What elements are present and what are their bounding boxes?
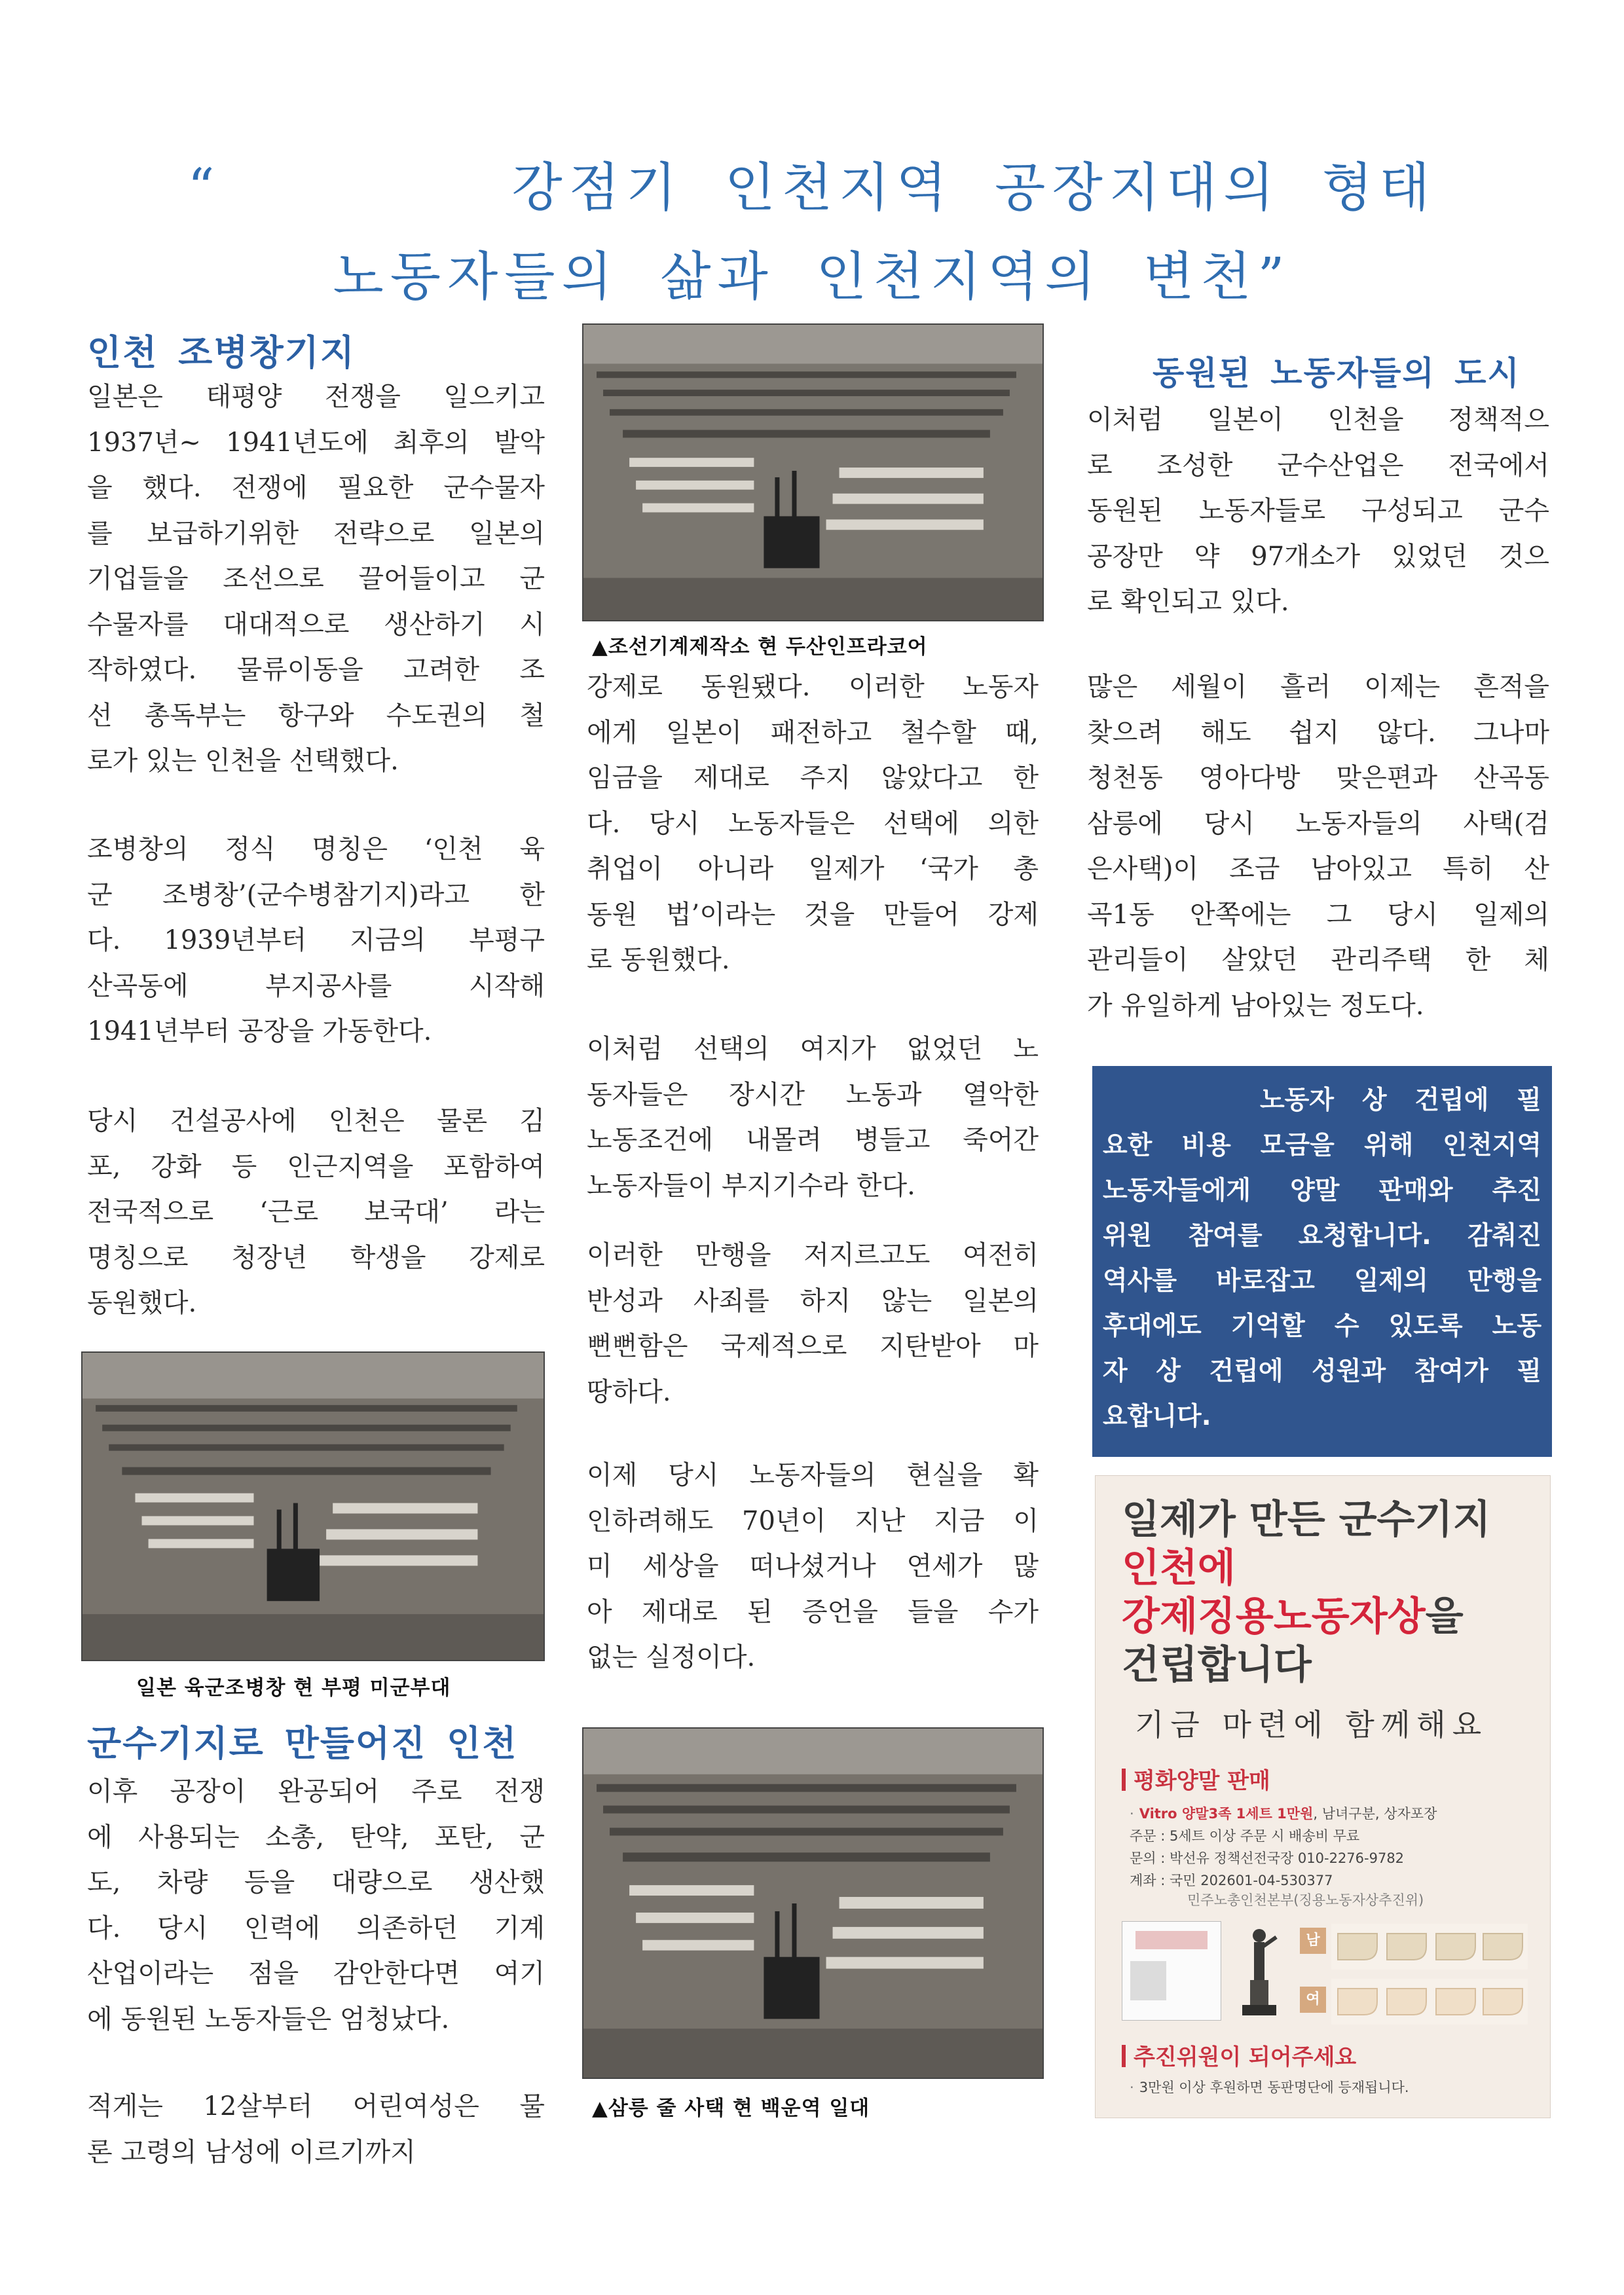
- photo-caption-doosan: ▲조선기계제작소 현 두산인프라코어: [592, 635, 928, 659]
- text-line: 노동자들이 부지기수라 한다.: [587, 1170, 915, 1201]
- col2-paragraph-2: [587, 1027, 1039, 1209]
- poster-item-contact: 문의 : 박선유 정책선전국장 010-2276-9782: [1130, 1850, 1405, 1866]
- aerial-factory-photo: [83, 1353, 544, 1660]
- text-line: 가 유일하게 남아있는 정도다.: [1087, 990, 1424, 1021]
- text-line: 이처럼 선택의 여지가 없었던 노: [587, 1034, 1039, 1064]
- text-line: 로 확인되고 있다.: [1087, 587, 1289, 617]
- poster-script-slogan: 기금 마련에 함께해요: [1135, 1707, 1488, 1742]
- text-line: 위원 참여를 요청합니다. 감춰진: [1103, 1221, 1541, 1251]
- poster-line-4: 건립합니다: [1122, 1642, 1312, 1688]
- col2-paragraph-4: [587, 1453, 1039, 1681]
- aerial-factory-photo: [583, 325, 1043, 620]
- text-line: 곡1동 안쪽에는 그 당시 일제의: [1087, 899, 1549, 930]
- col2-paragraph-3: [587, 1233, 1039, 1415]
- text-line: 반성과 사죄를 하지 않는 일본의: [587, 1285, 1039, 1316]
- sock-label-female: 여: [1306, 1991, 1320, 2008]
- col1-paragraph-1: [87, 375, 545, 784]
- text-line: 찾으려 해도 쉽지 않다. 그나마: [1087, 717, 1549, 748]
- poster-statue-figure: [1227, 1921, 1292, 2019]
- poster-footer-note: · 3만원 이상 후원하면 동판명단에 등재됩니다.: [1130, 2080, 1409, 2095]
- text-line: 작하였다. 물류이동을 고려한 조: [87, 655, 545, 685]
- text-line: 다. 1939년부터 지금의 부평구: [87, 925, 545, 955]
- text-line: 노동조건에 내몰려 병들고 죽어간: [587, 1125, 1039, 1155]
- poster-item-account: 계좌 : 국민 202601-04-530377: [1130, 1873, 1333, 1888]
- text-line: 1941년부터 공장을 가동한다.: [87, 1016, 432, 1046]
- text-line: 없는 실정이다.: [587, 1642, 756, 1672]
- poster-line-3: 강제징용노동자상을: [1122, 1594, 1464, 1640]
- heading-military-base: 군수기지로 만들어진 인천: [87, 1723, 518, 1764]
- text-line: 동자들은 장시간 노동과 열악한: [587, 1079, 1039, 1110]
- text-line: 요한 비용 모금을 위해 인천지역: [1103, 1131, 1541, 1160]
- statue-fundraising-poster: [1095, 1475, 1551, 2118]
- text-line: 를 보급하기위한 전략으로 일본의: [87, 518, 545, 549]
- photo-caption-baegun: ▲삼릉 줄 사택 현 백운역 일대: [592, 2097, 870, 2120]
- text-line: 로 조성한 군수산업은 전국에서: [1087, 450, 1549, 481]
- page-title-line-1: “ 강점기 인천지역 공장지대의 형태: [187, 157, 1437, 218]
- text-line: 이후 공장이 완공되어 주로 전쟁: [87, 1776, 545, 1807]
- text-line: 청천동 영아다방 맞은편과 산곡동: [1087, 763, 1549, 793]
- text-line: 동원된 노동자들로 구성되고 군수: [1087, 496, 1549, 526]
- text-line: 조병창의 정식 명칭은 ‘인천 육: [87, 834, 545, 864]
- text-line: 로 동원했다.: [587, 945, 730, 975]
- text-line: 을 했다. 전쟁에 필요한 군수물자: [87, 473, 545, 503]
- text-line: 임금을 제대로 주지 않았다고 한: [587, 763, 1039, 793]
- text-line: 에게 일본이 패전하고 철수할 때,: [587, 717, 1039, 748]
- text-line: 노동자들에게 양말 판매와 추진: [1103, 1176, 1541, 1205]
- text-line: 에 동원된 노동자들은 엄청났다.: [87, 2004, 450, 2034]
- text-line: 땅하다.: [587, 1376, 671, 1407]
- heading-incheon-arsenal: 인천 조병창기지: [87, 332, 356, 373]
- text-line: 많은 세월이 흘러 이제는 흔적을: [1087, 672, 1549, 702]
- text-line: 도, 차량 등을 대량으로 생산했: [87, 1867, 545, 1898]
- statue-icon: [1227, 1921, 1292, 2019]
- text-line: 전국적으로 ‘근로 보국대’ 라는: [87, 1197, 545, 1227]
- text-line: 자 상 건립에 성원과 참여가 필: [1103, 1357, 1541, 1386]
- poster-leaflet-thumbnail: [1122, 1921, 1221, 2021]
- col3-paragraph-1: [1087, 397, 1549, 625]
- poster-sock-photo-female: [1331, 1979, 1528, 2025]
- text-line: 역사를 바로잡고 일제의 만행을: [1103, 1266, 1541, 1296]
- text-line: 기업들을 조선으로 끌어들이고 군: [87, 564, 545, 594]
- photo-bupyeong-army-arsenal: [81, 1351, 545, 1661]
- poster-section-sock-sale: 평화양말 판매: [1122, 1763, 1270, 1795]
- leaflet-red-header: [1135, 1931, 1208, 1949]
- text-line: 미 세상을 떠나셨거나 연세가 많: [587, 1551, 1039, 1581]
- text-line: 산곡동에 부지공사를 시작해: [87, 970, 545, 1001]
- text-line: 취업이 아니라 일제가 ‘국가 총: [587, 854, 1039, 884]
- text-line: 이처럼 일본이 인천을 정책적으: [1087, 405, 1549, 435]
- poster-line-1: 일제가 만든 군수기지: [1122, 1497, 1491, 1543]
- socks-icon: [1331, 1979, 1528, 2025]
- text-line: 산업이라는 점을 감안한다면 여기: [87, 1958, 545, 1989]
- text-line: 로가 있는 인천을 선택했다.: [87, 746, 399, 776]
- socks-icon: [1331, 1924, 1528, 1970]
- text-line: 동원 법’이라는 것을 만들어 강제: [587, 899, 1039, 930]
- aerial-factory-photo: [583, 1729, 1043, 2078]
- col3-paragraph-2: [1087, 665, 1549, 1029]
- text-line: 후대에도 기억할 수 있도록 노동: [1103, 1312, 1541, 1341]
- poster-item-price: · Vitro 양말3족 1세트 1만원, 남녀구분, 상자포장: [1130, 1806, 1437, 1822]
- text-line: 명칭으로 청장년 학생을 강제로: [87, 1242, 545, 1273]
- photo-joseon-machine-works: [582, 323, 1044, 621]
- statue-appeal-callout: [1092, 1066, 1552, 1457]
- text-line: 이러한 만행을 저지르고도 여전히: [587, 1240, 1039, 1270]
- text-line: 삼릉에 당시 노동자들의 사택(검: [1087, 808, 1549, 839]
- poster-sock-photo-male: [1331, 1924, 1528, 1970]
- col1-paragraph-2: [87, 827, 545, 1055]
- text-line: 동원했다.: [87, 1288, 197, 1318]
- text-line: 일본은 태평양 전쟁을 일으키고: [87, 382, 545, 412]
- col1-paragraph-5: [87, 2084, 545, 2175]
- text-line: 이제 당시 노동자들의 현실을 확: [587, 1460, 1039, 1490]
- text-line: 은사택)이 조금 남아있고 특히 산: [1087, 854, 1549, 884]
- text-line: 관리들이 살았던 관리주택 한 체: [1087, 945, 1549, 975]
- text-line: 군 조병창’(군수병참기지)라고 한: [87, 879, 545, 910]
- leaflet-text-block: [1130, 1961, 1166, 2000]
- col2-paragraph-1: [587, 665, 1039, 983]
- text-line: 포, 강화 등 인근지역을 포함하여: [87, 1151, 545, 1182]
- col1-paragraph-4: [87, 1769, 545, 2042]
- col1-paragraph-3: [87, 1099, 545, 1327]
- poster-sock-label-male-box: [1300, 1928, 1326, 1954]
- text-line: 요합니다.: [1103, 1402, 1211, 1431]
- poster-item-order: 주문 : 5세트 이상 주문 시 배송비 무료: [1130, 1828, 1360, 1844]
- heading-mobilized-workers-city: 동원된 노동자들의 도시: [1153, 354, 1521, 392]
- poster-account-holder: 민주노총인천본부(징용노동자상추진위): [1187, 1892, 1424, 1908]
- text-line: 적게는 12살부터 어린여성은 물: [87, 2091, 545, 2121]
- text-line: 수물자를 대대적으로 생산하기 시: [87, 609, 545, 640]
- text-line: 공장만 약 97개소가 있었던 것으: [1087, 541, 1549, 572]
- text-line: 에 사용되는 소총, 탄약, 포탄, 군: [87, 1822, 545, 1852]
- text-line: 1937년~ 1941년도에 최후의 발악: [87, 427, 545, 458]
- poster-section-committee: 추진위원이 되어주세요: [1122, 2039, 1356, 2071]
- text-line: 선 총독부는 항구와 수도권의 철: [87, 700, 545, 731]
- text-line: 인하려해도 70년이 지난 지금 이: [587, 1505, 1039, 1536]
- text-line: 강제로 동원됐다. 이러한 노동자: [587, 672, 1039, 702]
- page-title-line-2: 노동자들의 삶과 인천지역의 변천”: [333, 246, 1291, 307]
- poster-sock-label-female-box: [1300, 1987, 1326, 2013]
- text-line: 아 제대로 된 증언을 들을 수가: [587, 1596, 1039, 1627]
- text-line: 뻔뻔함은 국제적으로 지탄받아 마: [587, 1331, 1039, 1361]
- sock-label-male: 남: [1306, 1932, 1320, 1949]
- text-line: 당시 건설공사에 인천은 물론 김: [87, 1106, 545, 1136]
- text-line: 노동자 상 건립에 필: [1260, 1086, 1541, 1115]
- text-line: 다. 당시 인력에 의존하던 기계: [87, 1913, 545, 1943]
- photo-samneung-housing: [582, 1727, 1044, 2079]
- photo-caption-bupyeong: 일본 육군조병창 현 부평 미군부대: [136, 1676, 451, 1700]
- poster-line-2: 인천에: [1122, 1545, 1236, 1591]
- text-line: 다. 당시 노동자들은 선택에 의한: [587, 808, 1039, 839]
- text-line: 론 고령의 남성에 이르기까지: [87, 2137, 416, 2167]
